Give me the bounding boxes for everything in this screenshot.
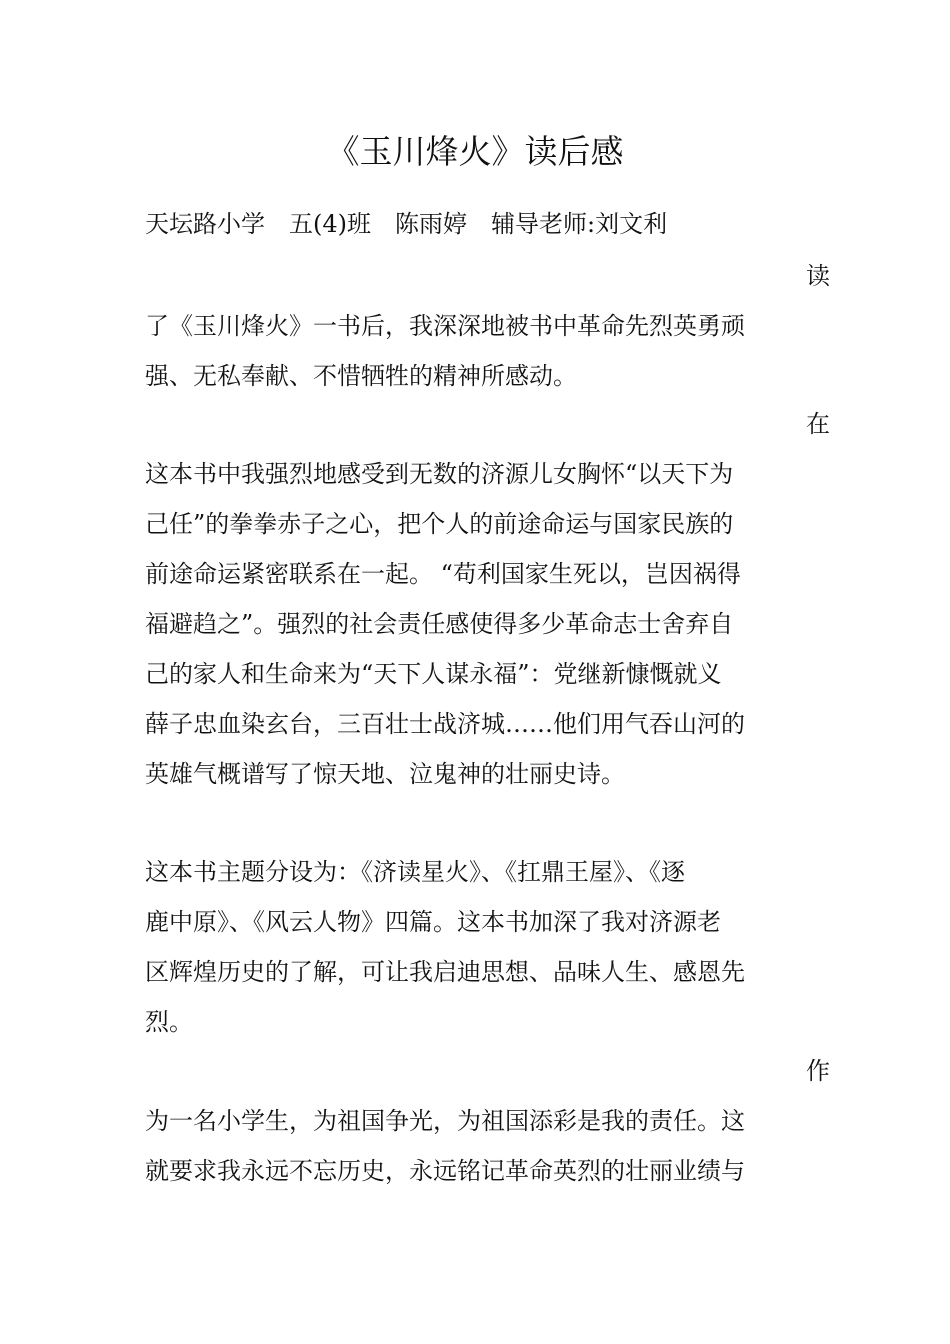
paragraph-lead-char: 读: [806, 262, 830, 290]
paragraph-lead-char: 作: [806, 1057, 830, 1085]
paragraph-line: 烈。: [145, 1008, 193, 1036]
document-title: 《玉川烽火》读后感: [326, 132, 624, 171]
paragraph-line: 就要求我永远不忘历史，永远铭记革命英烈的壮丽业绩与: [145, 1157, 745, 1185]
paragraph-line: 薛子忠血染玄台，三百壮士战济城……他们用气吞山河的: [145, 710, 745, 738]
paragraph-line: 福避趋之”。强烈的社会责任感使得多少革命志士舍弃自: [145, 610, 734, 638]
paragraph-line: 区辉煌历史的了解，可让我启迪思想、品味人生、感恩先: [145, 958, 745, 986]
author-byline: 天坛路小学 五(4)班 陈雨婷 辅导老师:刘文利: [145, 210, 668, 238]
paragraph-lead-char: 在: [806, 410, 830, 438]
paragraph-line: 前途命运紧密联系在一起。 “苟利国家生死以，岂因祸得: [145, 560, 741, 588]
paragraph-line: 这本书主题分设为：《济读星火》、《扛鼎王屋》、《逐: [145, 858, 685, 886]
paragraph-line: 这本书中我强烈地感受到无数的济源儿女胸怀“以天下为: [145, 460, 734, 488]
paragraph-line: 英雄气概谱写了惊天地、泣鬼神的壮丽史诗。: [145, 760, 625, 788]
paragraph-line: 强、无私奉献、不惜牺牲的精神所感动。: [145, 362, 577, 390]
paragraph-line: 了《玉川烽火》一书后，我深深地被书中革命先烈英勇顽: [145, 312, 745, 340]
paragraph-line: 鹿中原》、《风云人物》四篇。这本书加深了我对济源老: [145, 908, 721, 936]
paragraph-line: 己的家人和生命来为“天下人谋永福”：党继新慷慨就义: [145, 660, 722, 688]
paragraph-line: 为一名小学生，为祖国争光，为祖国添彩是我的责任。这: [145, 1107, 745, 1135]
paragraph-line: 己任”的拳拳赤子之心，把个人的前途命运与国家民族的: [145, 510, 734, 538]
